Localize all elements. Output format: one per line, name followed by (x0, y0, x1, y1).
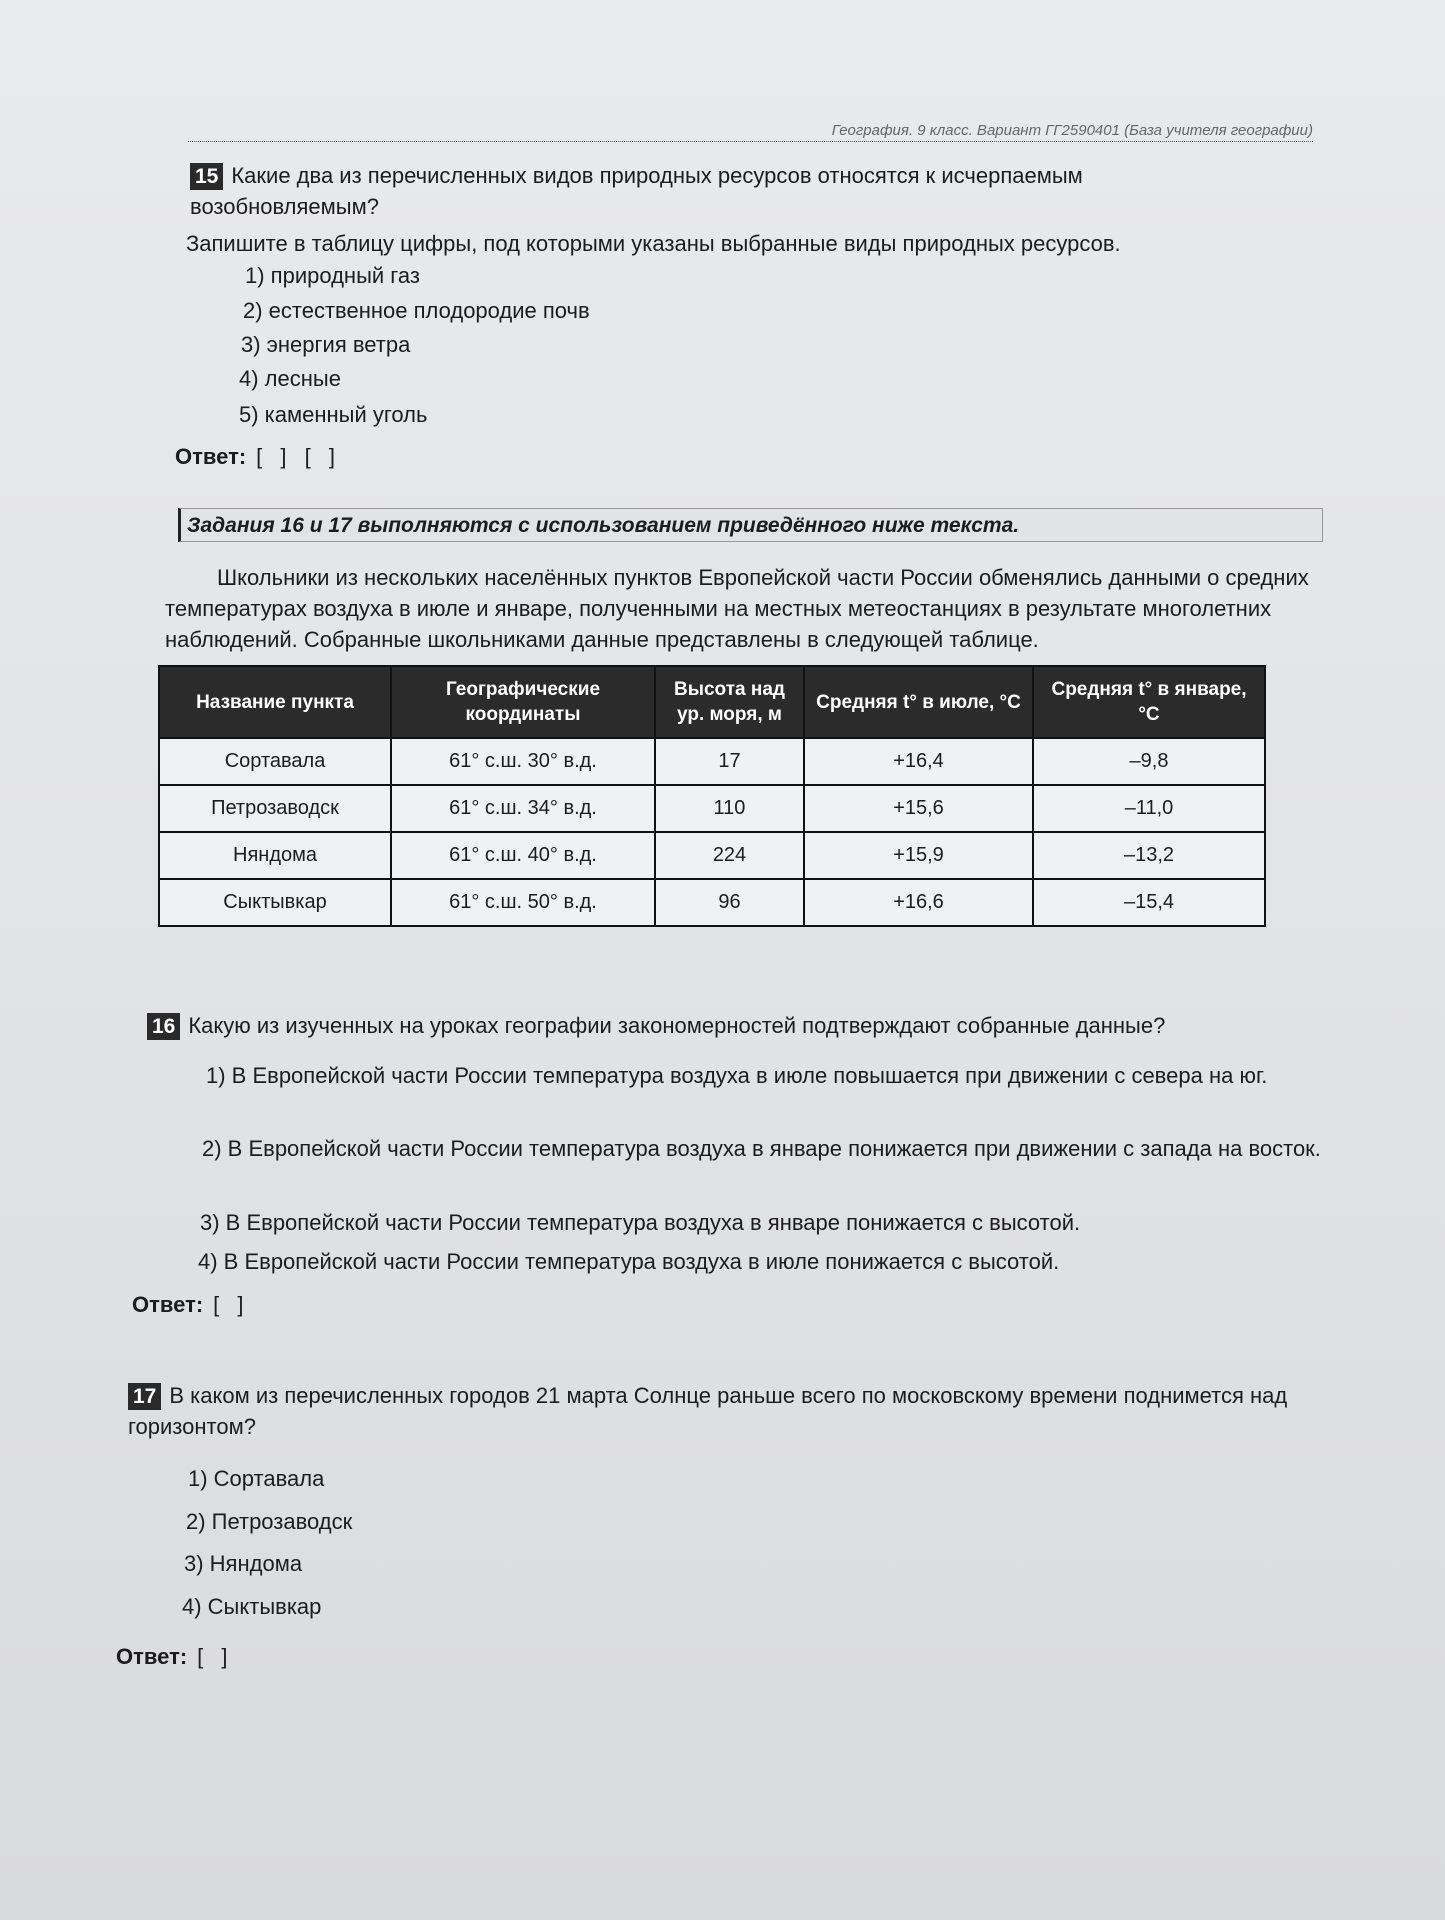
table-cell: –9,8 (1033, 738, 1265, 785)
question-text: Какую из изученных на уроках географии закономерностей подтверждают собранные данные? (188, 1013, 1166, 1038)
option: 2) естественное плодородие почв (243, 298, 590, 323)
table-cell: Няндома (159, 832, 391, 879)
table-cell: Петрозаводск (159, 785, 391, 832)
answer-15 (175, 444, 341, 470)
question-number: 15 (190, 163, 223, 190)
option: 2) Петрозаводск (186, 1509, 353, 1534)
answer-label: Ответ: (132, 1292, 204, 1317)
option: 2) В Европейской части России температура воздуха в январе понижается при движении с запада на восток. (202, 1136, 1321, 1161)
question-15 (190, 160, 1190, 222)
option: 4) В Европейской части России температура воздуха в июле понижается с высотой. (198, 1249, 1060, 1274)
option: 4) лесные (239, 366, 341, 391)
option: 4) Сыктывкар (182, 1594, 322, 1619)
question-17 (128, 1380, 1343, 1442)
table-cell: 61° с.ш. 30° в.д. (391, 738, 655, 785)
answer-label: Ответ: (175, 444, 247, 469)
table-cell: –11,0 (1033, 785, 1265, 832)
answer-16 (132, 1292, 250, 1318)
option: 1) Сортавала (188, 1466, 325, 1491)
question-text: В каком из перечисленных городов 21 марта Солнце раньше всего по московскому времени поднимется над горизонтом? (128, 1383, 1288, 1439)
table-cell: +15,9 (804, 832, 1033, 879)
table-row (159, 738, 1265, 785)
table-cell: 61° с.ш. 34° в.д. (391, 785, 655, 832)
table-cell: +16,6 (804, 879, 1033, 926)
option: 3) Няндома (184, 1551, 303, 1576)
answer-label: Ответ: (116, 1644, 188, 1669)
answer-17 (116, 1644, 234, 1670)
table-cell: –13,2 (1033, 832, 1265, 879)
table-cell: 224 (655, 832, 804, 879)
page-header: География. 9 класс. Вариант ГГ2590401 (База учителя географии) (188, 122, 1313, 142)
table-cell: +16,4 (804, 738, 1033, 785)
table-header-row (159, 666, 1265, 738)
column-header: Средняя t° в январе, °С (1033, 666, 1265, 738)
option: 1) В Европейской части России температура воздуха в июле повышается при движении с севера на юг. (206, 1063, 1268, 1088)
question-16 (147, 1010, 1347, 1041)
question-text: Какие два из перечисленных видов природных ресурсов относятся к исчерпаемым возобновляемым? (190, 163, 1083, 219)
option: 5) каменный уголь (239, 402, 428, 427)
table-cell: Сортавала (159, 738, 391, 785)
answer-boxes[interactable]: [ ] (197, 1644, 234, 1669)
table-row (159, 879, 1265, 926)
table-cell: 61° с.ш. 50° в.д. (391, 879, 655, 926)
question-15-instruction: Запишите в таблицу цифры, под которыми указаны выбранные виды природных ресурсов. (186, 231, 1121, 256)
table-cell: –15,4 (1033, 879, 1265, 926)
column-header: Географические координаты (391, 666, 655, 738)
table-row (159, 785, 1265, 832)
option: 3) В Европейской части России температура воздуха в январе понижается с высотой. (200, 1210, 1081, 1235)
table-cell: 96 (655, 879, 804, 926)
question-number: 17 (128, 1383, 161, 1410)
option: 3) энергия ветра (241, 332, 411, 357)
column-header: Высота над ур. моря, м (655, 666, 804, 738)
table-cell: Сыктывкар (159, 879, 391, 926)
temperature-table (158, 665, 1266, 927)
column-header: Средняя t° в июле, °С (804, 666, 1033, 738)
table-cell: 61° с.ш. 40° в.д. (391, 832, 655, 879)
table-cell: 110 (655, 785, 804, 832)
question-number: 16 (147, 1013, 180, 1040)
instruction-note: Задания 16 и 17 выполняются с использованием приведённого ниже текста. (178, 508, 1323, 542)
context-paragraph: Школьники из нескольких населённых пунктов Европейской части России обменялись данными о средних температурах воздуха в июле и январе, полученными на местных метеостанциях в результате многолетних наблюдений. Собранные школьниками данные представлены в следующей таблице. (165, 565, 1309, 652)
option: 1) природный газ (245, 263, 420, 288)
answer-boxes[interactable]: [ ] (213, 1292, 250, 1317)
table-cell: +15,6 (804, 785, 1033, 832)
table-row (159, 832, 1265, 879)
column-header: Название пункта (159, 666, 391, 738)
table-cell: 17 (655, 738, 804, 785)
answer-boxes[interactable]: [ ] [ ] (256, 444, 341, 469)
